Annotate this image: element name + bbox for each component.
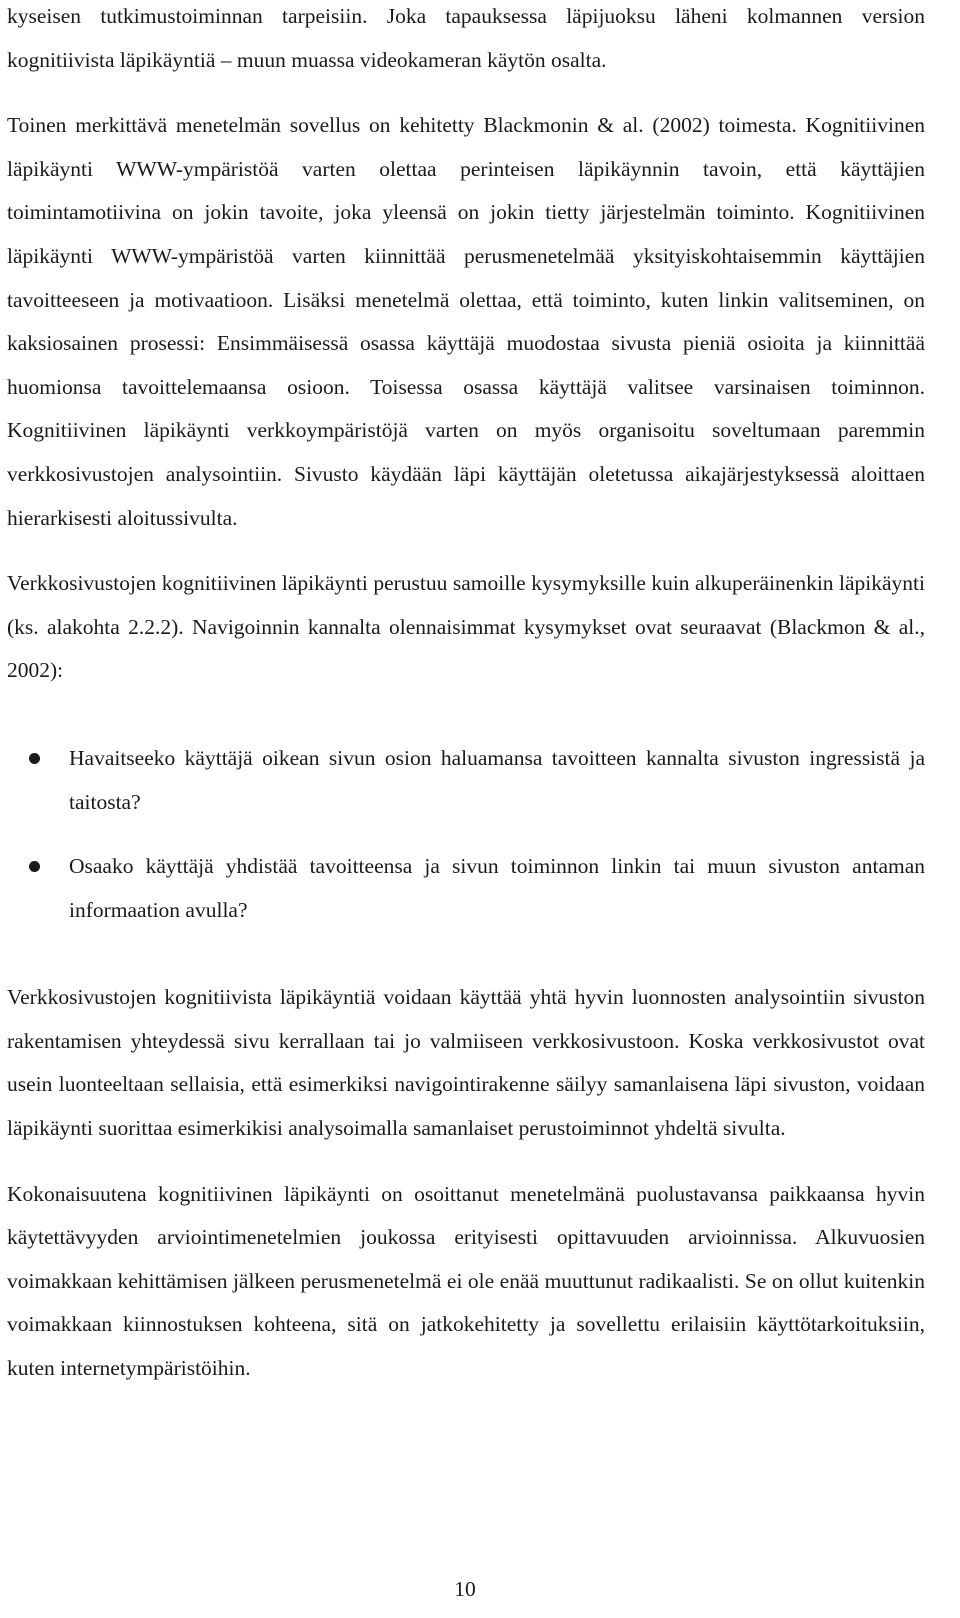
list-item-text: Osaako käyttäjä yhdistää tavoitteensa ja sivun toiminnon linkin tai muun sivuston antaman informaation avulla?: [69, 854, 925, 922]
paragraph-questions-intro: Verkkosivustojen kognitiivinen läpikäynti perustuu samoille kysymyksille kuin alkuperäinenkin läpikäynti (ks. alakohta 2.2.2). Navigoinnin kannalta olennaisimmat kysymykset ovat seuraavat (Blackmon & al., 2002):: [7, 571, 925, 683]
list-item: [7, 737, 925, 824]
bullet-icon: [29, 861, 40, 872]
paragraph-usage: Verkkosivustojen kognitiivista läpikäyntiä voidaan käyttää yhtä hyvin luonnosten analysointiin sivuston rakentamisen yhteydessä sivu kerrallaan tai jo valmiiseen verkkosivustoon. Koska verkkosivustot ovat usein luonteeltaan sellaisia, että esimerkiksi navigointirakenne säilyy samanlaisena läpi sivuston, voidaan läpikäynti suorittaa esimerkikisi analysoimalla samanlaiset perustoiminnot yhdeltä sivulta.: [7, 985, 925, 1141]
paragraph-intro-continuation: kyseisen tutkimustoiminnan tarpeisiin. Joka tapauksessa läpijuoksu läheni kolmannen version kognitiivista läpikäyntiä – muun muassa videokameran käytön osalta.: [7, 4, 925, 72]
list-item: [7, 845, 925, 932]
question-list: [7, 737, 925, 932]
page-number: 10: [454, 1577, 476, 1601]
bullet-icon: [29, 753, 40, 764]
document-page: [7, 0, 925, 1391]
list-item-text: Havaitseeko käyttäjä oikean sivun osion haluamansa tavoitteen kannalta sivuston ingressistä ja taitosta?: [69, 745, 925, 814]
paragraph-summary: Kokonaisuutena kognitiivinen läpikäynti on osoittanut menetelmänä puolustavansa paikkaansa hyvin käytettävyyden arviointimenetelmien joukossa erityisesti opittavuuden arvioinnissa. Alkuvuosien voimakkaan kehittämisen jälkeen perusmenetelmä ei ole enää muuttunut radikaalisti. Se on ollut kuitenkin voimakkaan kiinnostuksen kohteena, sitä on jatkokehitetty ja sovellettu erilaisiin käyttötarkoituksiin, kuten internetympäristöihin.: [7, 1181, 925, 1381]
paragraph-blackmon-method: Toinen merkittävä menetelmän sovellus on kehitetty Blackmonin & al. (2002) toimesta. Kognitiivinen läpikäynti WWW-ympäristöä varten olettaa perinteisen läpikäynnin tavoin, että käyttäjien toimintamotiivina on jokin tavoite, joka yleensä on jokin tietty järjestelmän toiminto. Kognitiivinen läpikäynti WWW-ympäristöä varten kiinnittää perusmenetelmää yksityiskohtaisemmin käyttäjien tavoitteeseen ja motivaatioon. Lisäksi menetelmä olettaa, että toiminto, kuten linkin valitseminen, on kaksiosainen prosessi: Ensimmäisessä osassa käyttäjä muodostaa sivusta pieniä osioita ja kiinnittää huomionsa tavoittelemaansa osioon. Toisessa osassa käyttäjä valitsee varsinaisen toiminnon. Kognitiivinen läpikäynti verkkoympäristöjä varten on myös organisoitu soveltumaan paremmin verkkosivustojen analysointiin. Sivusto käydään läpi käyttäjän oletetussa aikajärjestyksessä aloittaen hierarkisesti aloitussivulta.: [7, 113, 925, 530]
